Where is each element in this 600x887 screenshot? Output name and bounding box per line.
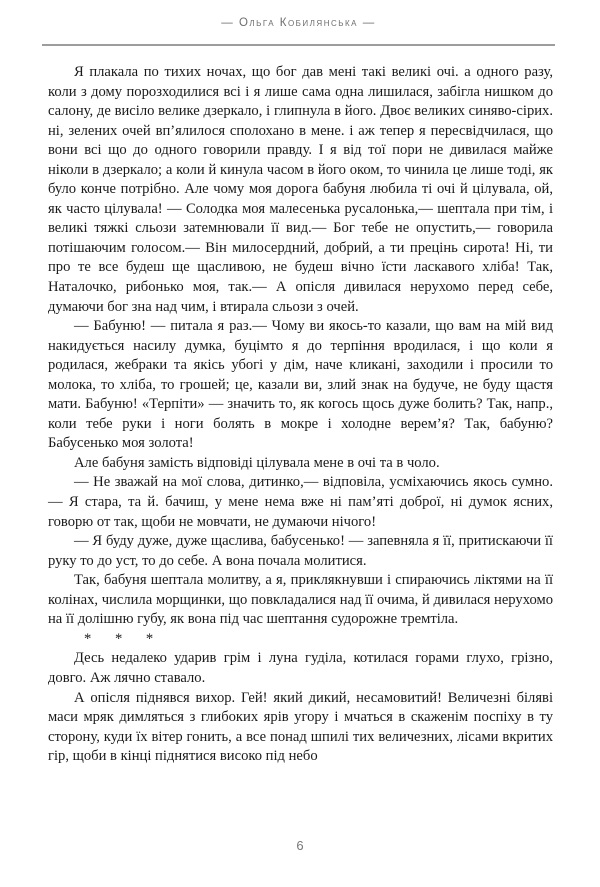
page-number: 6 — [296, 838, 304, 853]
paragraph: А опісля піднявся вихор. Гей! який дикий, несамовитий! Величезні біляві маси мряк димляться з глибоких ярів угору і мчаться в скаженім поспіху в ту сторону, куди їх вітер гонить, а все понад шпилі тих величезних, лісами вкритих гір, щоби в кінці піднятися високо під небо — [48, 689, 553, 765]
running-header: — Ольга Кобилянська — — [221, 17, 376, 29]
paragraph: Але бабуня замість відповіді цілувала мене в очі та в чоло. — [74, 454, 440, 471]
paragraph: — Бабуню! — питала я раз.— Чому ви якось-то казали, що вам на мій вид накидується насилу думка, буцімто я до терпіння вродилася, і що коли я родилася, жебраки та якісь убогі у дім, наче кликані, заходили і просили то молока, то хліба, то грошей; це, казали ви, злий знак на будуче, не буду щастя мати. Бабуню! «Терпіти» — значить то, як когось щось дуже болить? Так, напр., коли тебе руки і ноги болять в мокре і холодне верем’я? Так, бабуню? Бабусенько моя золота! — [48, 318, 553, 452]
paragraph: Так, бабуня шептала молитву, а я, приклякнувши і спираючись ліктями на її колінах, числила морщинки, що повкладалися над її очима, й дивилася нерухомо на її долішню губу, як вона під час шептання судорожне тремтіла. — [48, 572, 553, 628]
header-divider-rule — [42, 44, 555, 46]
body-text-block — [48, 63, 553, 767]
paragraph: Я плакала по тихих ночах, що бог дав мені такі великі очі. а одного разу, коли з дому порозходилися всі і я лише сама одна лишилася, забігла нишком до салону, де висіло велике дзеркало, і глипнула в його. Двоє великих синяво-сірих. ні, зелених очей вп’ялилося сполохано в мене. і аж тепер я пересвідчилася, що вони всі що до одного говорили правду. І я від тої пори не дивилася майже ніколи в дзеркало; а коли й кинула часом в його оком, то чинила це лише тоді, як було конче потрібно. Але чому моя дорога бабуня любила ті очі й цілувала, ой, як часто цілувала! — Солодка моя малесенька русалонька,— шептала при тім, і великі тяжкі сльози затемнювали її вид.— Бог тебе не опустить,— говорила потішаючим голосом.— Він милосердний, добрий, а ти прецінь сирота! Ні, ти про те все будеш ще щасливою, не будеш вічно їсти ласкавого хліба! Так, Наталочко, рибонько моя, так.— А опісля дивилася нерухомо перед себе, думаючи бог зна над чим, і втирала сльози з очей. — [48, 64, 553, 315]
section-divider-asterisks: * * * — [84, 630, 164, 647]
paragraph: — Не зважай на мої слова, дитинко,— відповіла, усміхаючись якось сумно.— Я стара, та й. бачиш, у мене нема вже ні пам’яті доброї, ні думок ясних, говорю от так, щоби не мовчати, не думаючи нічого! — [48, 474, 553, 530]
paragraph: — Я буду дуже, дуже щаслива, бабусенько! — запевняла я її, притискаючи її руку то до уст, то до себе. А вона почала молитися. — [48, 533, 553, 569]
paragraph: Десь недалеко ударив грім і луна гуділа, котилася горами глухо, грізно, довго. Аж лячно ставало. — [48, 650, 553, 686]
